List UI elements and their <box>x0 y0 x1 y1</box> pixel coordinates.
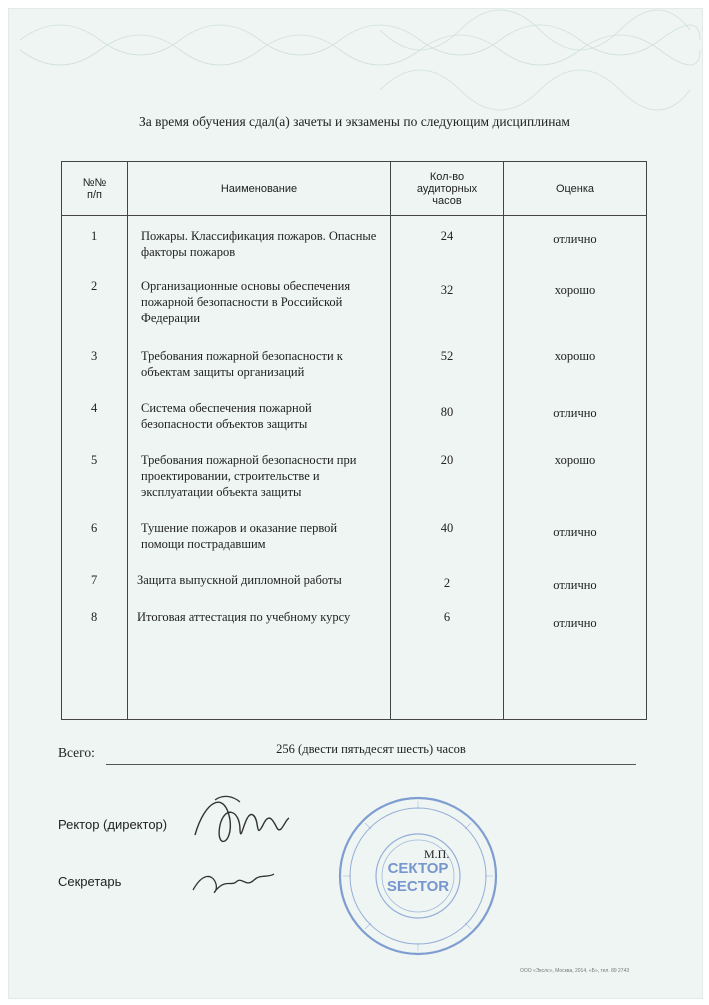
row-hours: 40 <box>440 521 454 535</box>
row-discipline: Тушение пожаров и оказание первой помощи пострадавшим <box>141 521 338 551</box>
row-number: 6 <box>91 521 98 535</box>
page-heading: За время обучения сдал(а) зачеты и экзамены по следующим дисциплинам <box>139 114 570 129</box>
stamp-text-line1: СЕКТОР <box>387 860 449 877</box>
row-discipline: Требования пожарной безопасности к объектам защиты организаций <box>141 349 343 379</box>
row-discipline: Организационные основы обеспечения пожарной безопасности в Российской Федерации <box>141 279 351 325</box>
seal-mark: М.П. <box>424 847 450 861</box>
row-grade: хорошо <box>554 453 596 467</box>
total-underline <box>106 764 636 765</box>
row-discipline: Защита выпускной дипломной работы <box>137 573 342 587</box>
header-hours: Кол-во аудиторных часов <box>416 170 478 207</box>
header-number: №№ п/п <box>82 176 107 201</box>
row-number: 5 <box>91 453 98 467</box>
row-number: 8 <box>91 610 98 624</box>
total-hours-value: 256 (двести пятьдесят шесть) часов <box>276 742 466 756</box>
row-hours: 20 <box>440 453 454 467</box>
row-hours: 80 <box>440 405 454 419</box>
row-grade: отлично <box>553 616 597 630</box>
row-discipline: Требования пожарной безопасности при проектировании, строительстве и эксплуатации объекта защиты <box>141 453 357 499</box>
guilloche-border-pattern <box>0 0 709 130</box>
row-number: 4 <box>91 401 98 415</box>
secretary-signature <box>188 862 278 902</box>
table-column-divider <box>503 162 504 719</box>
row-number: 3 <box>91 349 98 363</box>
row-grade: отлично <box>553 232 597 246</box>
disciplines-table <box>61 161 647 720</box>
total-label: Всего: <box>58 745 95 760</box>
row-number: 7 <box>91 573 98 587</box>
row-discipline: Система обеспечения пожарной безопасности объектов защиты <box>141 401 312 431</box>
row-grade: хорошо <box>554 283 596 297</box>
row-grade: отлично <box>553 406 597 420</box>
secretary-label: Секретарь <box>58 874 122 889</box>
header-name: Наименование <box>220 182 298 195</box>
stamp-text-line2: SECTOR <box>386 878 450 895</box>
rector-label: Ректор (директор) <box>58 817 168 832</box>
header-grade: Оценка <box>555 182 595 195</box>
row-discipline: Пожары. Классификация пожаров. Опасные факторы пожаров <box>141 229 377 259</box>
row-hours: 6 <box>443 610 451 624</box>
rector-signature <box>185 790 295 860</box>
row-grade: отлично <box>553 578 597 592</box>
table-column-divider <box>390 162 391 719</box>
row-hours: 24 <box>440 229 454 243</box>
row-grade: хорошо <box>554 349 596 363</box>
row-number: 2 <box>91 279 98 293</box>
row-grade: отлично <box>553 525 597 539</box>
table-header-divider <box>62 215 646 216</box>
row-discipline: Итоговая аттестация по учебному курсу <box>137 610 351 624</box>
table-column-divider <box>127 162 128 719</box>
row-hours: 52 <box>440 349 454 363</box>
row-hours: 2 <box>443 576 451 590</box>
printer-footnote: ООО «Экслс», Москва, 2014, «Б», тел. 89 2743 <box>520 968 630 974</box>
organization-stamp <box>335 793 501 959</box>
row-hours: 32 <box>440 283 454 297</box>
row-number: 1 <box>91 229 98 243</box>
